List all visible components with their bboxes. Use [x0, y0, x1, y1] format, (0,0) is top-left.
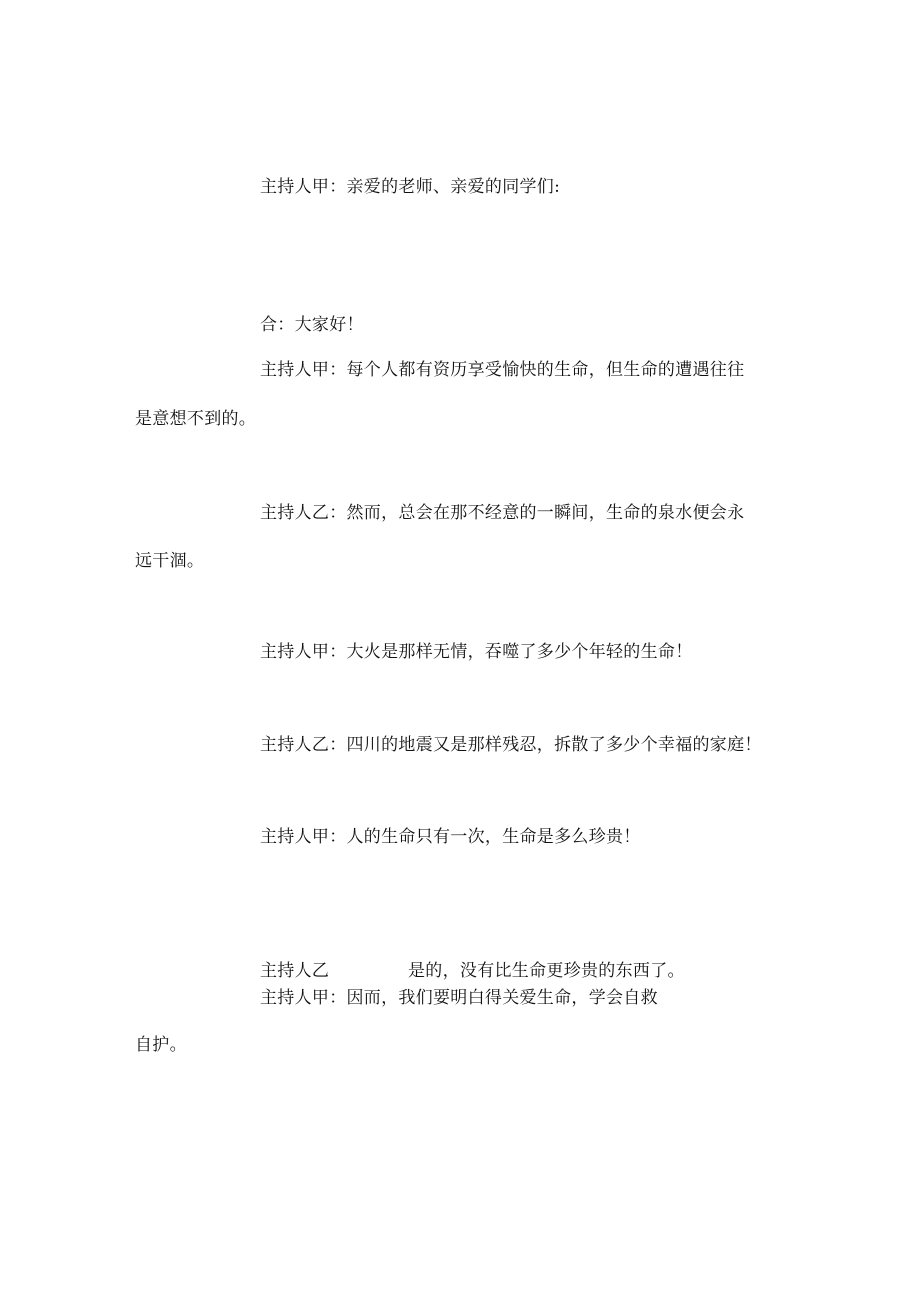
paragraph-continuation: 远干涸。 [135, 551, 205, 571]
speaker-label: 主持人乙 [260, 961, 330, 981]
paragraph-line: 主持人乙：四川的地震又是那样残忍，拆散了多少个幸福的家庭！ [260, 735, 762, 755]
paragraph-continuation: 自护。 [135, 1035, 187, 1055]
paragraph-line: 是的，没有比生命更珍贵的东西了。 [408, 961, 685, 981]
paragraph-continuation: 是意想不到的。 [135, 409, 257, 429]
paragraph-line: 主持人甲：每个人都有资历享受愉快的生命，但生命的遭遇往往 [260, 360, 745, 380]
paragraph-line: 主持人甲：大火是那样无情，吞噬了多少个年轻的生命！ [260, 642, 693, 662]
greeting-line: 主持人甲：亲爱的老师、亲爱的同学们: [260, 177, 561, 197]
joint-greeting-line: 合：大家好！ [260, 315, 364, 335]
paragraph-line: 主持人甲：因而，我们要明白得关爱生命，学会自救 [260, 988, 658, 1008]
paragraph-line: 主持人乙：然而，总会在那不经意的一瞬间，生命的泉水便会永 [260, 503, 745, 523]
paragraph-line: 主持人甲：人的生命只有一次，生命是多么珍贵！ [260, 827, 641, 847]
